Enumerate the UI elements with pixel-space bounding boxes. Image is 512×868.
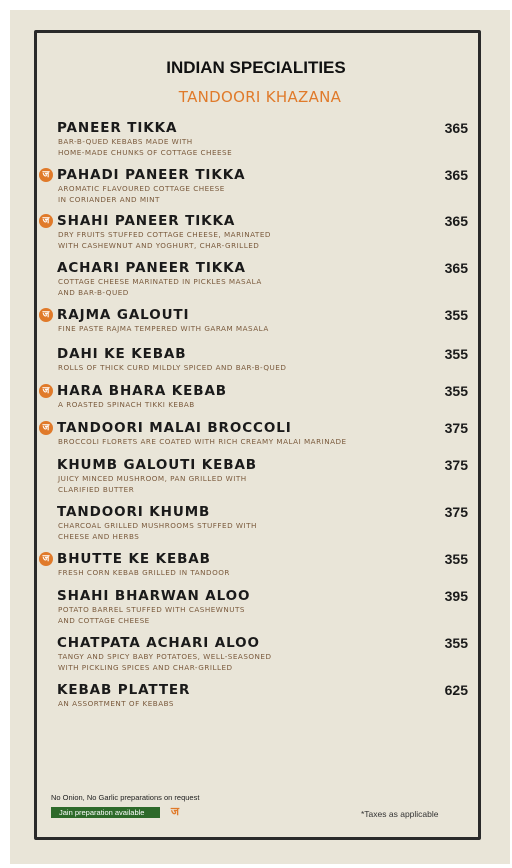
menu-item-description: POTATO BARREL STUFFED WITH CASHEWNUTS AND COTTAGE CHEESE	[58, 605, 245, 625]
menu-item-price: 355	[444, 635, 468, 651]
menu-item-price: 375	[444, 504, 468, 520]
menu-item-name: PANEER TIKKA	[57, 120, 178, 136]
menu-item-name: HARA BHARA KEBAB	[57, 383, 227, 399]
menu-item-name: KEBAB PLATTER	[57, 682, 191, 698]
menu-item-description: FRESH CORN KEBAB GRILLED IN TANDOOR	[58, 568, 230, 577]
jain-preparation-badge: Jain preparation available	[51, 807, 160, 818]
menu-item-price: 375	[444, 420, 468, 436]
menu-item-price: 625	[444, 682, 468, 698]
menu-item-description: BAR-B-QUED KEBABS MADE WITH HOME-MADE CHUNKS OF COTTAGE CHEESE	[58, 137, 233, 157]
menu-item-description: DRY FRUITS STUFFED COTTAGE CHEESE, MARINATED WITH CASHEWNUT AND YOGHURT, CHAR-GRILLED	[58, 230, 271, 250]
menu-item-price: 375	[444, 457, 468, 473]
menu-item-description: FINE PASTE RAJMA TEMPERED WITH GARAM MASALA	[58, 324, 269, 333]
jain-preparation-icon: ज	[39, 214, 53, 228]
jain-preparation-icon: ज	[39, 384, 53, 398]
menu-item-name: PAHADI PANEER TIKKA	[57, 167, 246, 183]
menu-item-price: 355	[444, 307, 468, 323]
menu-item-description: ROLLS OF THICK CURD MILDLY SPICED AND BAR-B-QUED	[58, 363, 287, 372]
menu-item-name: SHAHI BHARWAN ALOO	[57, 588, 251, 604]
menu-item-description: COTTAGE CHEESE MARINATED IN PICKLES MASALA AND BAR-B-QUED	[58, 277, 262, 297]
menu-item-description: BROCCOLI FLORETS ARE COATED WITH RICH CREAMY MALAI MARINADE	[58, 437, 347, 446]
menu-title: INDIAN SPECIALITIES	[166, 58, 346, 77]
menu-item-description: A ROASTED SPINACH TIKKI KEBAB	[58, 400, 195, 409]
jain-preparation-icon: ज	[39, 168, 53, 182]
menu-item-price: 365	[444, 213, 468, 229]
menu-item-description: JUICY MINCED MUSHROOM, PAN GRILLED WITH CLARIFIED BUTTER	[58, 474, 247, 494]
menu-item-name: KHUMB GALOUTI KEBAB	[57, 457, 257, 473]
menu-item-description: CHARCOAL GRILLED MUSHROOMS STUFFED WITH CHEESE AND HERBS	[58, 521, 257, 541]
menu-item-name: TANDOORI MALAI BROCCOLI	[57, 420, 292, 436]
menu-item-name: DAHI KE KEBAB	[57, 346, 187, 362]
menu-item-description: AN ASSORTMENT OF KEBABS	[58, 699, 174, 708]
jain-preparation-icon: ज	[39, 308, 53, 322]
jain-preparation-icon: ज	[39, 552, 53, 566]
menu-item-description: TANGY AND SPICY BABY POTATOES, WELL-SEASONED WITH PICKLING SPICES AND CHAR-GRILLED	[58, 652, 272, 672]
menu-item-name: BHUTTE KE KEBAB	[57, 551, 211, 567]
menu-item-name: TANDOORI KHUMB	[57, 504, 211, 520]
menu-item-price: 365	[444, 260, 468, 276]
jain-preparation-icon: ज	[170, 805, 180, 818]
no-onion-garlic-note: No Onion, No Garlic preparations on request	[51, 793, 200, 802]
menu-subtitle: TANDOORI KHAZANA	[178, 88, 342, 106]
menu-item-price: 365	[444, 120, 468, 136]
menu-item-description: AROMATIC FLAVOURED COTTAGE CHEESE IN CORIANDER AND MINT	[58, 184, 225, 204]
menu-item-price: 395	[444, 588, 468, 604]
menu-item-name: SHAHI PANEER TIKKA	[57, 213, 236, 229]
taxes-note: *Taxes as applicable	[361, 809, 439, 819]
menu-item-name: ACHARI PANEER TIKKA	[57, 260, 246, 276]
menu-item-price: 365	[444, 167, 468, 183]
menu-item-name: CHATPATA ACHARI ALOO	[57, 635, 260, 651]
menu-item-price: 355	[444, 551, 468, 567]
menu-item-price: 355	[444, 346, 468, 362]
menu-item-name: RAJMA GALOUTI	[57, 307, 190, 323]
menu-item-price: 355	[444, 383, 468, 399]
jain-preparation-icon: ज	[39, 421, 53, 435]
